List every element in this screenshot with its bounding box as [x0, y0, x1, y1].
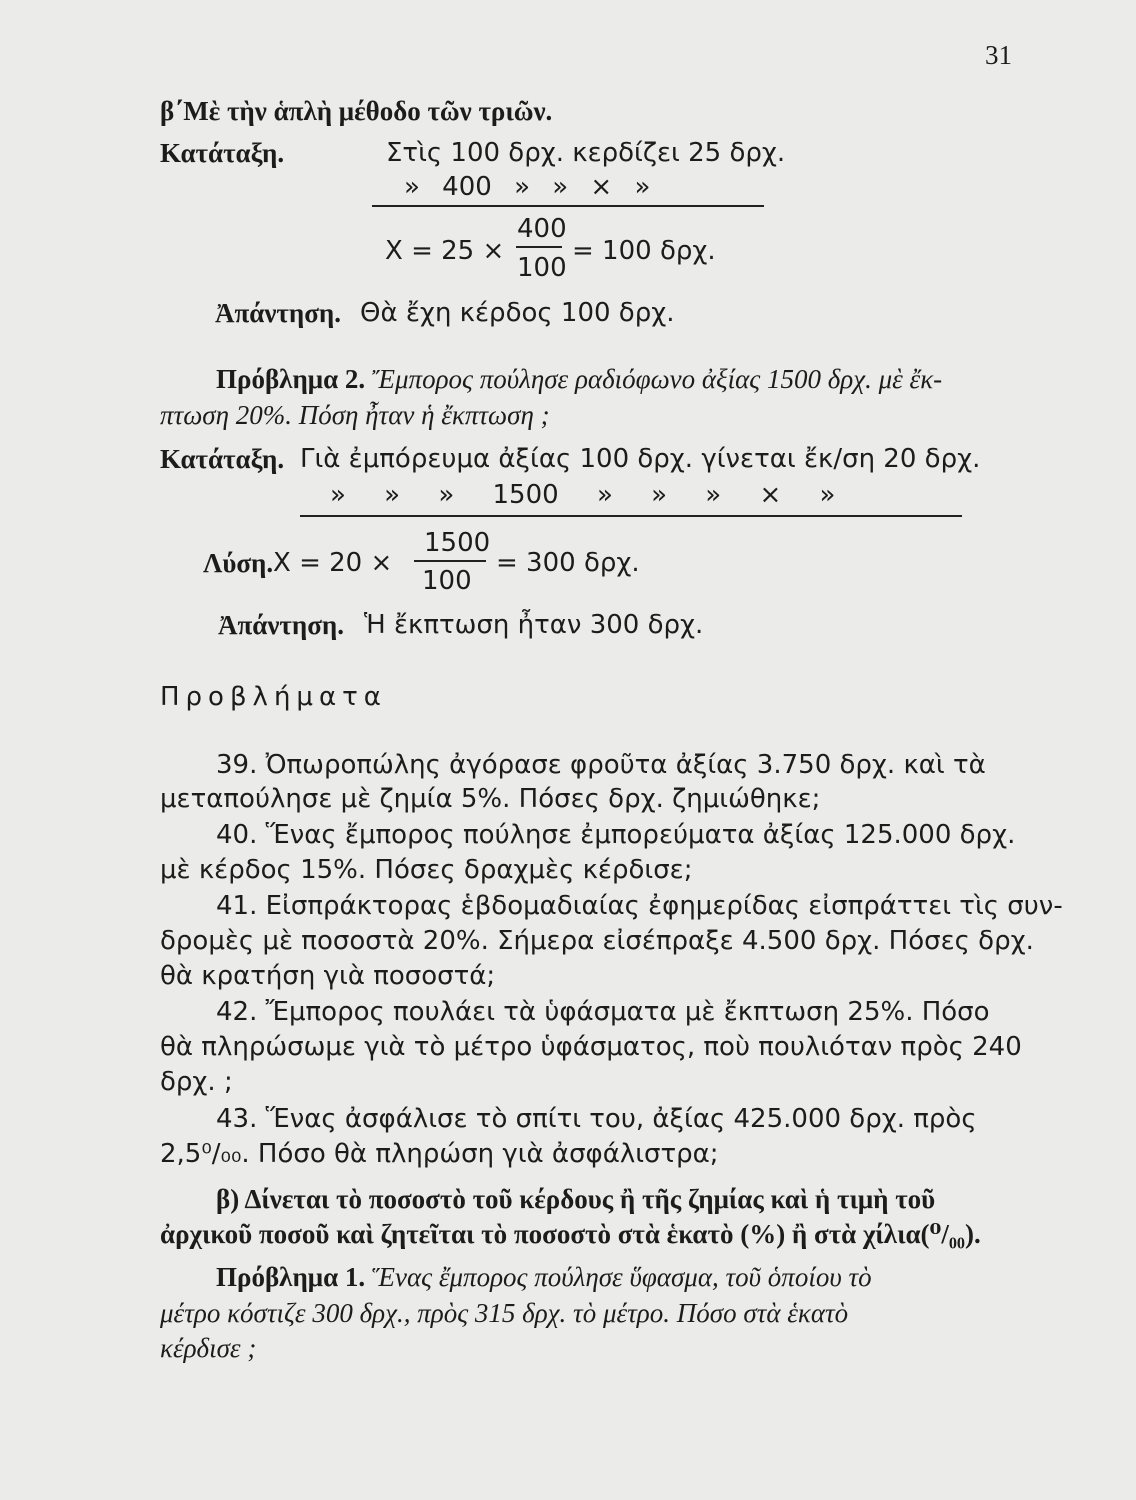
problem-text: μέτρο κόστιζε 300 δρχ., πρὸς 315 δρχ. τὸ μέτρο. Πόσο στὰ ἑκατὸ	[160, 1298, 849, 1328]
fraction-numerator: 400	[517, 214, 567, 244]
section-heading: β΄Μὲ τὴν ἁπλὴ μέθοδο τῶν τριῶν.	[160, 96, 553, 126]
answer-label: Ἀπάντηση.	[215, 298, 341, 328]
exercise-39-line: 39. Ὀπωροπώλης ἀγόρασε φροῦτα ἀξίας 3.750 δρχ. καὶ τὰ	[216, 750, 986, 780]
problem-text: Ἔμπορος πούλησε ραδιόφωνο ἀξίας 1500 δρχ. μὲ ἔκ-	[371, 364, 943, 394]
exercise-43-line: 43. Ἕνας ἀσφάλισε τὸ σπίτι του, ἀξίας 425.000 δρχ. πρὸς	[216, 1104, 977, 1134]
answer-text: Θὰ ἔχη κέρδος 100 δρχ.	[360, 298, 675, 328]
separator-rule	[300, 515, 962, 517]
setup-label: Κατάταξη.	[160, 138, 285, 168]
exercise-41-line: δρομὲς μὲ ποσοστὰ 20%. Σήμερα εἰσέπραξε 4.500 δρχ. Πόσες δρχ.	[160, 926, 1034, 956]
equation-left: X = 20 ×	[273, 548, 393, 578]
setup-row: Στὶς 100 δρχ. κερδίζει 25 δρχ.	[386, 138, 786, 168]
page-number: 31	[985, 40, 1012, 70]
equation-right: = 100 δρχ.	[572, 236, 716, 266]
exercise-42-line: θὰ πληρώσωμε γιὰ τὸ μέτρο ὑφάσματος, ποὺ πουλιόταν πρὸς 240	[160, 1032, 1022, 1062]
exercise-40-line: μὲ κέρδος 15%. Πόσες δραχμὲς κέρδισε;	[160, 855, 693, 885]
equation-left: X = 25 ×	[385, 236, 505, 266]
fraction-denominator: 100	[517, 253, 567, 283]
equation-right: = 300 δρχ.	[496, 548, 640, 578]
exercise-41-line: θὰ κρατήση γιὰ ποσοστά;	[160, 961, 496, 991]
separator-rule	[372, 205, 764, 207]
setup-row: » 400 » » × »	[404, 172, 651, 202]
fraction-bar	[414, 560, 486, 562]
section-beta-heading: ἀρχικοῦ ποσοῦ καὶ ζητεῖται τὸ ποσοστὸ στὰ ἑκατὸ (%) ἢ στὰ χίλια(⁰/₀₀).	[160, 1219, 981, 1249]
exercise-42-line: 42. Ἔμπορος πουλάει τὰ ὑφάσματα μὲ ἔκπτωση 25%. Πόσο	[216, 997, 990, 1027]
fraction-numerator: 1500	[424, 528, 491, 558]
problems-heading: Προβλήματα	[160, 682, 387, 712]
solution-label: Λύση.	[203, 548, 274, 578]
problem-text: πτωση 20%. Πόση ἦταν ἡ ἔκπτωση ;	[160, 400, 550, 430]
answer-label: Ἀπάντηση.	[218, 610, 344, 640]
exercise-43-line: 2,5⁰/₀₀. Πόσο θὰ πληρώση γιὰ ἀσφάλιστρα;	[160, 1139, 719, 1169]
problem-label: Πρόβλημα 2.	[216, 364, 366, 394]
problem-text: Ἕνας ἔμπορος πούλησε ὕφασμα, τοῦ ὁποίου τὸ	[371, 1262, 872, 1292]
problem-label: Πρόβλημα 1.	[216, 1262, 366, 1292]
setup-row: Γιὰ ἐμπόρευμα ἀξίας 100 δρχ. γίνεται ἔκ/ση 20 δρχ.	[300, 444, 981, 474]
exercise-41-line: 41. Εἰσπράκτορας ἑβδομαδιαίας ἐφημερίδας εἰσπράττει τὶς συν-	[216, 891, 1063, 921]
exercise-40-line: 40. Ἕνας ἔμπορος πούλησε ἐμπορεύματα ἀξίας 125.000 δρχ.	[216, 820, 1016, 850]
fraction-bar	[516, 246, 562, 248]
setup-label: Κατάταξη.	[160, 444, 285, 474]
fraction-denominator: 100	[422, 566, 472, 596]
exercise-39-line: μεταπούλησε μὲ ζημία 5%. Πόσες δρχ. ζημιώθηκε;	[160, 784, 821, 814]
section-beta-heading: β) Δίνεται τὸ ποσοστὸ τοῦ κέρδους ἢ τῆς ζημίας καὶ ἡ τιμὴ τοῦ	[216, 1184, 936, 1214]
problem-text: κέρδισε ;	[160, 1333, 257, 1363]
exercise-42-line: δρχ. ;	[160, 1067, 233, 1097]
answer-text: Ἡ ἔκπτωση ἦταν 300 δρχ.	[364, 610, 704, 640]
setup-row: » » » 1500 » » » × »	[330, 480, 836, 510]
